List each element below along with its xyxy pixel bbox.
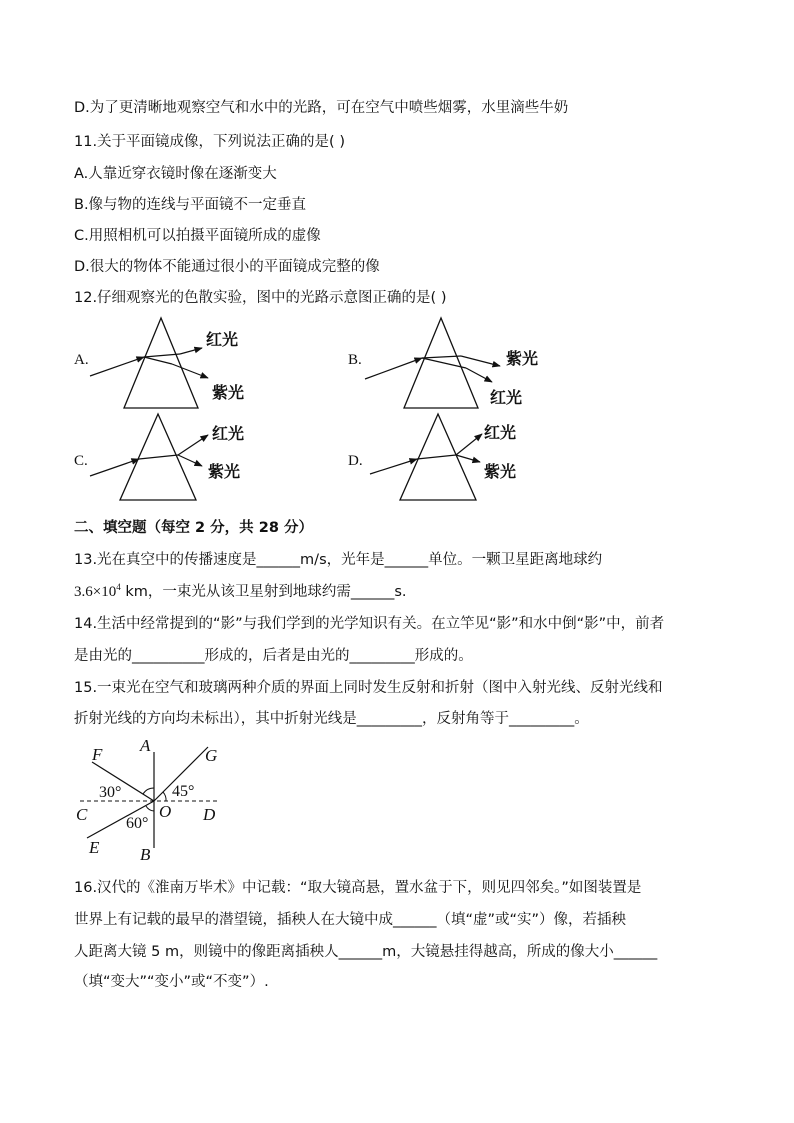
- q12-option-b-label: B.: [348, 352, 362, 368]
- q16-line2: 世界上有记载的最早的潜望镜，插秧人在大镜中成______（填“虚”或“实”）像，若插秧: [74, 912, 627, 928]
- label-d: D: [203, 805, 216, 824]
- label-a: A: [140, 736, 151, 755]
- q12-option-d-label: D.: [348, 453, 363, 469]
- prism-c-top-label: 红光: [212, 424, 245, 443]
- prism-c-bottom-label: 紫光: [208, 462, 241, 481]
- q14-line2: 是由光的__________形成的，后者是由光的_________形成的。: [74, 648, 473, 664]
- section-fill-in-title: 二、填空题（每空 2 分，共 28 分）: [74, 520, 313, 536]
- q11-stem: 11.关于平面镜成像，下列说法正确的是( ): [74, 134, 345, 150]
- prism-b-bottom-label: 红光: [490, 388, 523, 407]
- label-e: E: [89, 838, 100, 857]
- q11-option-d: D.很大的物体不能通过很小的平面镜成完整的像: [74, 259, 380, 275]
- q11-option-b: B.像与物的连线与平面镜不一定垂直: [74, 197, 307, 213]
- prism-d-top-label: 红光: [484, 423, 517, 442]
- prism-a-top-label: 红光: [206, 330, 239, 349]
- label-g: G: [205, 746, 218, 765]
- q13-line1: 13.光在真空中的传播速度是______m/s，光年是______单位。一颗卫星距离地球约: [74, 552, 603, 568]
- q16-line1: 16.汉代的《淮南万毕术》中记载：“取大镜高悬，置水盆于下，则见四邻矣。”如图装置是: [74, 880, 642, 896]
- q13-line2: $3.6\times 10^4$ km，一束光从该卫星射到地球约需______s.: [74, 582, 407, 600]
- q12-option-a-label: A.: [74, 352, 89, 368]
- q16-line4: （填“变大”“变小”或“不变”）.: [74, 974, 269, 990]
- label-f: F: [92, 745, 103, 764]
- label-o: O: [159, 802, 172, 821]
- angle-60: 60°: [126, 815, 149, 832]
- prism-b-top-label: 紫光: [506, 349, 539, 368]
- label-c: C: [76, 805, 88, 824]
- angle-30: 30°: [99, 784, 122, 801]
- q15-line1: 15.一束光在空气和玻璃两种介质的界面上同时发生反射和折射（图中入射光线、反射光线和: [74, 680, 663, 696]
- q12-stem: 12.仔细观察光的色散实验，图中的光路示意图正确的是( ): [74, 290, 447, 306]
- prism-d-bottom-label: 紫光: [484, 462, 517, 481]
- q10-option-d: D.为了更清晰地观察空气和水中的光路，可在空气中喷些烟雾，水里滴些牛奶: [74, 100, 569, 116]
- q12-option-c-label: C.: [74, 453, 88, 469]
- q16-line3: 人距离大镜 5 m，则镜中的像距离插秧人______m，大镜悬挂得越高，所成的像大小______: [74, 944, 658, 960]
- prism-a-bottom-label: 紫光: [212, 383, 245, 402]
- q11-option-a: A.人靠近穿衣镜时像在逐渐变大: [74, 166, 277, 182]
- q15-line2: 折射光线的方向均未标出），其中折射光线是_________，反射角等于_________。: [74, 711, 589, 727]
- angle-45: 45°: [172, 783, 195, 800]
- label-b: B: [140, 845, 151, 864]
- q14-line1: 14.生活中经常提到的“影”与我们学到的光学知识有关。在立竿见“影”和水中倒“影”中，前者: [74, 616, 665, 632]
- q11-option-c: C.用照相机可以拍摄平面镜所成的虚像: [74, 228, 321, 244]
